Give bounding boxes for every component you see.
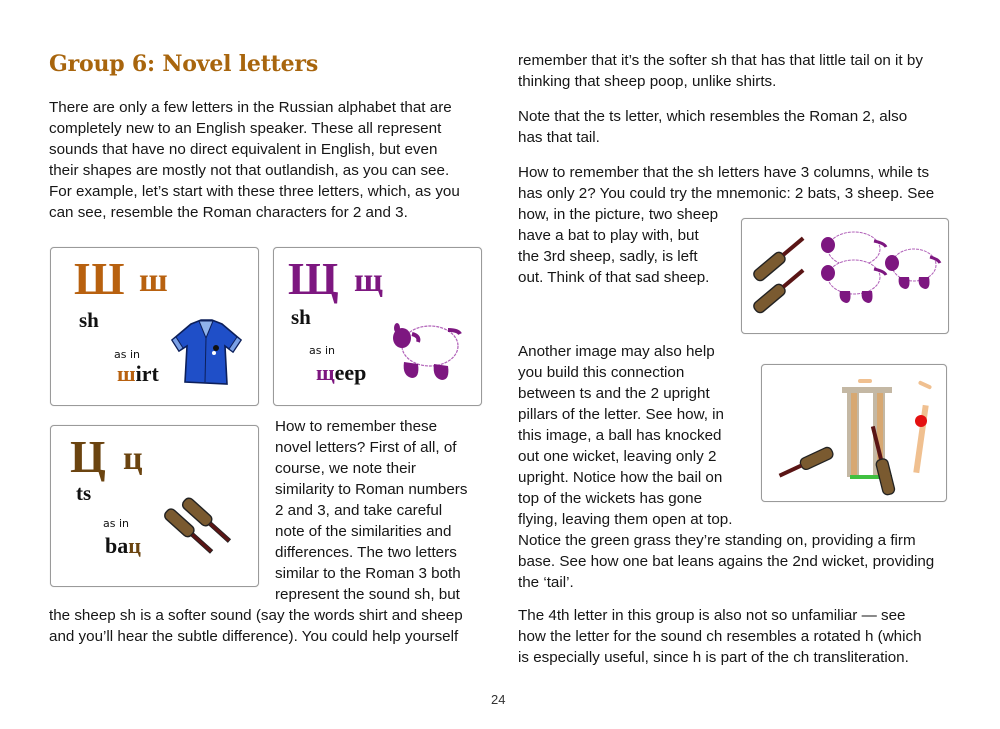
text-line: remember that it’s the softer sh that has that little tail on it by — [518, 52, 923, 69]
uppercase-letter: Ц — [70, 431, 106, 482]
as-in-label: as in — [309, 344, 335, 357]
page-number: 24 — [491, 692, 506, 707]
text-line: novel letters? First of all, of — [275, 439, 457, 456]
letter-card-shcha — [273, 247, 482, 406]
text-line: differences. The two letters — [275, 544, 457, 561]
ts-tail-paragraph — [518, 106, 907, 148]
page-title: Group 6: Novel letters — [49, 51, 319, 77]
transliteration: sh — [291, 305, 311, 329]
intro-paragraph — [49, 97, 460, 223]
ball-icon — [915, 415, 927, 427]
shirt-icon — [169, 318, 244, 388]
text-line: has that tail. — [518, 129, 600, 146]
text-line: pillars of the letter. See how, in — [518, 406, 724, 423]
text-line: out one wicket, leaving only 2 — [518, 448, 717, 465]
text-line: course, we note their — [275, 460, 416, 477]
text-line: the 3rd sheep, sadly, is left — [518, 248, 698, 265]
text-line: represent the sound sh, but — [275, 586, 460, 603]
transliteration: ts — [76, 481, 92, 505]
text-line: their shapes are mostly not that outlandish, as you can see. — [49, 162, 450, 179]
text-line: similar to the Roman 3 both — [275, 565, 461, 582]
text-line: flying, leaving them open at top. — [518, 511, 733, 528]
word-rest: irt — [135, 361, 159, 386]
continued-paragraph — [518, 50, 923, 92]
text-line: sounds that have no direct equivalent in English, but even — [49, 141, 438, 158]
uppercase-letter: Щ — [288, 253, 339, 304]
sheep-icon — [821, 260, 886, 303]
word-highlight: щ — [316, 360, 335, 385]
text-line: out. Think of that sad sheep. — [518, 269, 710, 286]
bats-and-sheep-icon — [742, 219, 948, 333]
cricket-bats-icon — [163, 488, 243, 568]
sheep-icon — [885, 249, 940, 289]
text-line: between ts and the 2 upright — [518, 385, 710, 402]
text-line: Notice the green grass they’re standing on, providing a firm — [518, 532, 916, 549]
text-line: Another image may also help — [518, 343, 715, 360]
remember-paragraph-continued — [49, 605, 463, 647]
cricket-wickets-illustration — [761, 364, 947, 502]
text-line: have a bat to play with, but — [518, 227, 699, 244]
text-line: similarity to Roman numbers — [275, 481, 468, 498]
text-line: For example, let’s start with these three letters, which, as you — [49, 183, 460, 200]
text-line: note of the similarities and — [275, 523, 452, 540]
bail-icon — [858, 379, 872, 383]
text-line: top of the wickets has gone — [518, 490, 703, 507]
letter-card-sha — [50, 247, 259, 406]
letter-card-tse — [50, 425, 259, 587]
lowercase-letter: щ — [354, 262, 383, 299]
text-line: 2 and 3, and take careful — [275, 502, 443, 519]
text-line: and you’ll hear the subtle difference). You could help yourself — [49, 628, 459, 645]
lowercase-letter: ш — [139, 262, 168, 299]
cricket-bat-icon — [777, 446, 835, 481]
uppercase-letter: Ш — [74, 253, 125, 304]
text-line: The 4th letter in this group is also not so unfamiliar — see — [518, 607, 906, 624]
example-word — [105, 533, 141, 559]
fourth-letter-paragraph — [518, 605, 922, 668]
bats-and-sheep-illustration — [741, 218, 949, 334]
remember-paragraph — [275, 416, 467, 605]
as-in-label: as in — [103, 517, 129, 530]
transliteration: sh — [79, 308, 99, 332]
text-line: completely new to an English speaker. These all represent — [49, 120, 442, 137]
text-line: the sheep sh is a softer sound (say the words shirt and sheep — [49, 607, 463, 624]
word-highlight: ш — [117, 361, 136, 386]
text-line: thinking that sheep poop, unlike shirts. — [518, 73, 777, 90]
lowercase-letter: ц — [123, 440, 143, 477]
word-highlight: ц — [128, 533, 141, 558]
text-line: How to remember these — [275, 418, 438, 435]
text-line: base. See how one bat leans agains the 2nd wicket, providing — [518, 553, 935, 570]
text-line: has only 2? You could try the mnemonic: 2 bats, 3 sheep. See — [518, 185, 935, 202]
text-line: Note that the ts letter, which resembles the Roman 2, also — [518, 108, 908, 125]
text-line: how the letter for the sound ch resembles a rotated h (which — [518, 628, 922, 645]
sheep-icon — [386, 318, 466, 388]
as-in-label: as in — [114, 348, 140, 361]
wickets-icon — [762, 365, 946, 501]
example-word — [316, 360, 366, 386]
text-line: this image, a ball has knocked — [518, 427, 722, 444]
word-prefix: ba — [105, 533, 129, 558]
text-line: is especially useful, since h is part of the ch transliteration. — [518, 649, 909, 666]
cricket-bat-icon — [752, 234, 807, 315]
text-line: How to remember that the sh letters have 3 columns, while ts — [518, 164, 930, 181]
word-rest: eep — [334, 360, 367, 385]
text-line: how, in the picture, two sheep — [518, 206, 719, 223]
text-line: upright. Notice how the bail on — [518, 469, 723, 486]
text-line: can see, resemble the Roman characters for 2 and 3. — [49, 204, 408, 221]
example-word — [117, 361, 159, 387]
text-line: the ‘tail’. — [518, 574, 574, 591]
text-line: you build this connection — [518, 364, 685, 381]
bail-icon — [918, 380, 932, 390]
text-line: There are only a few letters in the Russian alphabet that are — [49, 99, 452, 116]
